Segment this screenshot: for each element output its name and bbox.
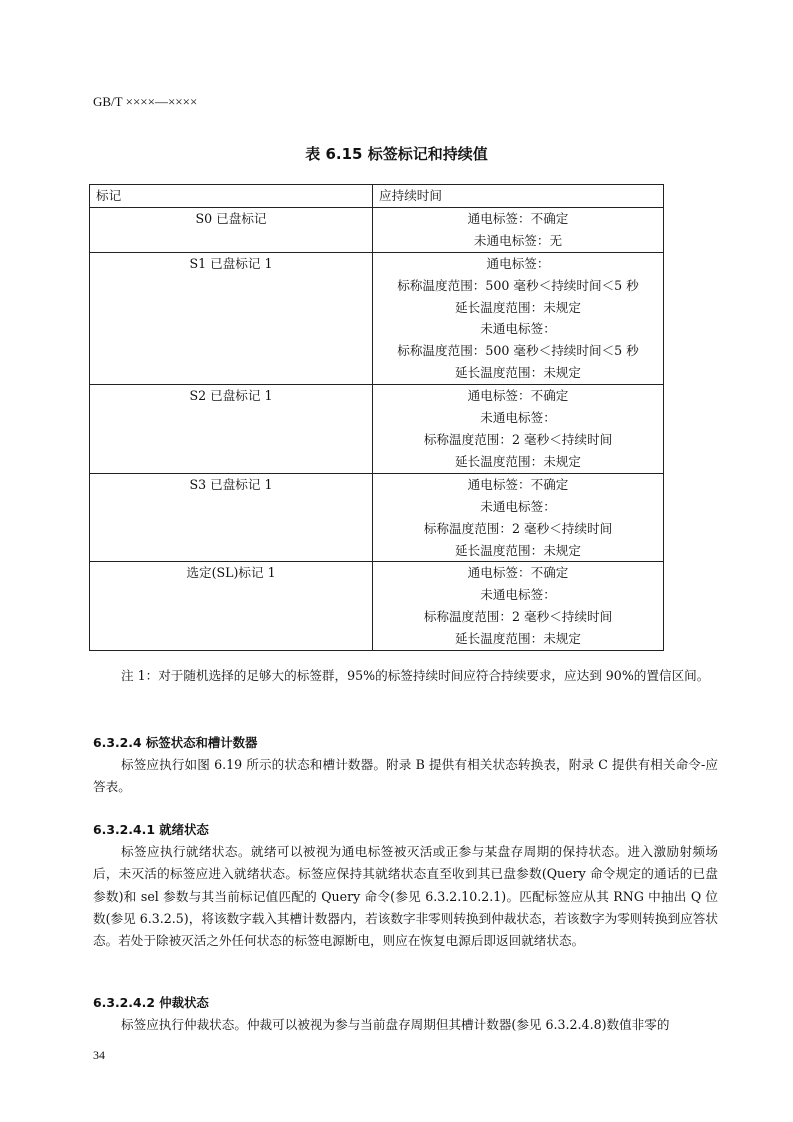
flag-label: S1 已盘标记 1 [189, 255, 273, 271]
table-row [90, 562, 664, 651]
flag-cell [90, 473, 373, 562]
section-heading: 6.3.2.4 标签状态和槽计数器 [93, 735, 258, 750]
flag-label: S3 已盘标记 1 [189, 476, 273, 492]
table-row [90, 473, 664, 562]
flag-cell [90, 207, 373, 252]
persistence-line: 通电标签：不确定 [467, 210, 569, 226]
section-heading: 6.3.2.4.1 就绪状态 [93, 822, 209, 837]
flag-label: 选定(SL)标记 1 [186, 565, 276, 581]
column-header-flag: 标记 [90, 185, 373, 208]
persistence-line: 未通电标签： [480, 498, 556, 514]
persistence-line: 标称温度范围：2 毫秒＜持续时间 [423, 431, 613, 447]
persistence-line: 标称温度范围：2 毫秒＜持续时间 [423, 520, 613, 536]
table-header-row [90, 185, 664, 208]
persistence-line: 标称温度范围：500 毫秒＜持续时间＜5 秒 [397, 343, 639, 359]
persistence-cell [373, 207, 664, 252]
flag-label: S2 已盘标记 1 [189, 388, 273, 404]
persistence-line: 延长温度范围：未规定 [455, 542, 581, 558]
persistence-line: 未通电标签： [480, 321, 556, 337]
table-note: 注 1：对于随机选择的足够大的标签群，95%的标签持续时间应符合持续要求，应达到 90%的置信区间。 [121, 668, 710, 683]
standard-code-header: GB/T ××××—×××× [93, 94, 198, 109]
persistence-line: 延长温度范围：未规定 [455, 365, 581, 381]
table-row [90, 207, 664, 252]
flag-persistence-table [89, 184, 663, 651]
flag-cell [90, 385, 373, 474]
table-title: 表 6.15 标签标记和持续值 [305, 145, 488, 163]
persistence-line: 通电标签： [486, 255, 550, 271]
column-header-persistence: 应持续时间 [373, 185, 664, 208]
table-row [90, 385, 664, 474]
persistence-cell [373, 385, 664, 474]
section-body: 标签应执行就绪状态。就绪可以被视为通电标签被灭活或正参与某盘存周期的保持状态。进入激励射频场后，未灭活的标签应进入就绪状态。标签应保持其就绪状态直至收到其已盘参数(Query 命令规定的通话的已盘参数)和 sel 参数与其当前标记值匹配的 Query 命令(参见 6.3.2.10.2.1)。匹配标签应从其 RNG 中抽出 Q 位数(参见 6.3.2.5)，将该数字载入其槽计数器内，若该数字非零则转换到仲裁状态，若该数字为零则转换到应答状态。若处于除被灭活之外任何状态的标签电源断电，则应在恢复电源后即返回就绪状态。 [93, 844, 718, 949]
table-row [90, 252, 664, 384]
persistence-line: 延长温度范围：未规定 [455, 299, 581, 315]
page-number: 34 [93, 1048, 105, 1062]
persistence-line: 标称温度范围：500 毫秒＜持续时间＜5 秒 [397, 277, 639, 293]
section-body: 标签应执行仲裁状态。仲裁可以被视为参与当前盘存周期但其槽计数器(参见 6.3.2.4.8)数值非零的 [121, 1017, 670, 1032]
persistence-cell [373, 562, 664, 651]
section-heading: 6.3.2.4.2 仲裁状态 [93, 995, 209, 1010]
persistence-line: 未通电标签：无 [473, 232, 563, 248]
persistence-line: 通电标签：不确定 [467, 565, 569, 581]
persistence-line: 通电标签：不确定 [467, 388, 569, 404]
persistence-line: 延长温度范围：未规定 [455, 453, 581, 469]
flag-label: S0 已盘标记 [195, 210, 267, 226]
persistence-line: 通电标签：不确定 [467, 476, 569, 492]
persistence-cell [373, 473, 664, 562]
flag-cell [90, 562, 373, 651]
persistence-line: 未通电标签： [480, 587, 556, 603]
persistence-line: 未通电标签： [480, 410, 556, 426]
flag-cell [90, 252, 373, 384]
persistence-cell [373, 252, 664, 384]
persistence-line: 延长温度范围：未规定 [455, 631, 581, 647]
section-body: 标签应执行如图 6.19 所示的状态和槽计数器。附录 B 提供有相关状态转换表，附录 C 提供有相关命令-应答表。 [93, 757, 718, 795]
persistence-line: 标称温度范围：2 毫秒＜持续时间 [423, 609, 613, 625]
